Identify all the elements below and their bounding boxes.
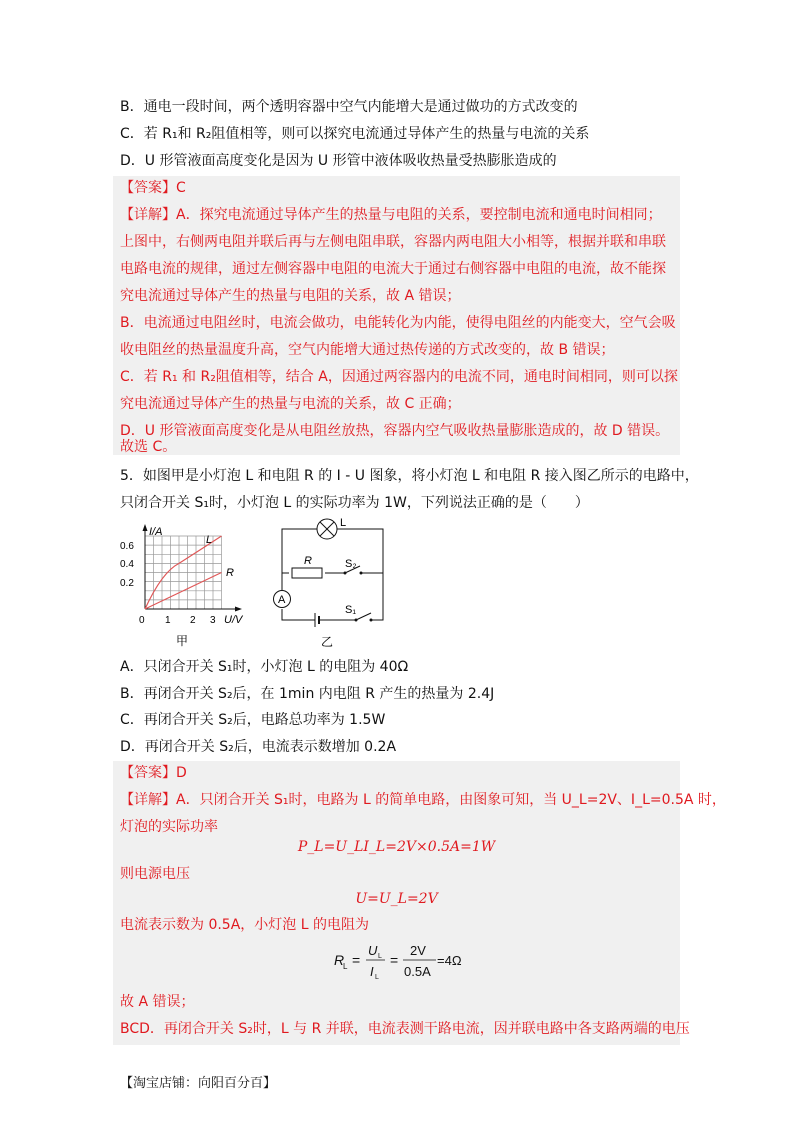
q4-explain-line: 究电流通过导体产生的热量与电流的关系，故 C 正确；	[120, 396, 461, 412]
line-r-label: R	[226, 567, 234, 579]
x-axis-arrow	[235, 607, 242, 612]
switch-s1-label: S₁	[345, 604, 357, 616]
figure-yi-caption: 乙	[321, 635, 334, 649]
q5-option-d: D．再闭合开关 S₂后，电流表示数增加 0.2A	[120, 739, 397, 755]
q5-stem-line2: 只闭合开关 S₁时，小灯泡 L 的实际功率为 1W，下列说法正确的是（ ）	[120, 495, 589, 511]
q4-explain-line: 故选 C。	[120, 439, 177, 455]
q5-explain-line: 【详解】A．只闭合开关 S₁时，电路为 L 的简单电路，由图象可知，当 U_L=2V、I_L=0.5A 时，	[120, 792, 726, 808]
q4-explain-line: C．若 R₁ 和 R₂阻值相等，结合 A，因通过两容器内的电流不同，通电时间相同，则可以探	[120, 369, 678, 385]
q4-explain-line: B．电流通过电阻丝时，电流会做功，电能转化为内能，使得电阻丝的内能变大，空气会吸	[120, 315, 676, 331]
q5-explain-line: 则电源电压	[120, 866, 190, 882]
eq-2v: 2V	[410, 943, 426, 958]
q4-answer: 【答案】C	[120, 180, 186, 196]
eq-result: =4Ω	[437, 953, 462, 968]
figure-jia-caption: 甲	[176, 634, 189, 648]
q4-explain-line: D．U 形管液面高度变化是从电阻丝放热，容器内空气吸收热量膨胀造成的，故 D 错误。	[120, 423, 670, 439]
eq-u: U	[368, 943, 378, 958]
eq-r-sub: L	[343, 962, 348, 971]
switch-s2-label: S₂	[345, 558, 357, 570]
curve-l-label: L	[206, 534, 213, 546]
q5-option-c: C．再闭合开关 S₂后，电路总功率为 1.5W	[120, 712, 386, 728]
eq-i: I	[370, 964, 374, 979]
footer-shop-label: 【淘宝店铺：向阳百分百】	[120, 1076, 277, 1091]
resistor-symbol	[292, 568, 322, 578]
switch-s2-contact	[360, 572, 363, 575]
q4-option-b: B．通电一段时间，两个透明容器中空气内能增大是通过做功的方式改变的	[120, 99, 578, 115]
q4-option-d: D．U 形管液面高度变化是因为 U 形管中液体吸收热量受热膨胀造成的	[120, 153, 557, 169]
eq-05a: 0.5A	[404, 964, 431, 979]
y-axis-label: I/A	[149, 526, 163, 538]
y-axis-arrow	[143, 524, 148, 531]
q5-explain-line: BCD．再闭合开关 S₂时，L 与 R 并联，电流表测干路电流，因并联电路中各支路两端的电压	[120, 1021, 690, 1037]
q5-explain-line: 故 A 错误；	[120, 994, 195, 1010]
y-tick-label: 0.2	[120, 578, 134, 589]
ammeter-label: A	[278, 594, 286, 606]
q4-explain-line: 究电流通过导体产生的热量与电阻的关系，故 A 错误；	[120, 288, 461, 304]
q5-equation-voltage: U=U_L=2V	[355, 891, 438, 907]
x-tick-label: 0	[139, 615, 145, 626]
q5-equation-resistance	[330, 938, 470, 984]
lamp-label: L	[340, 517, 347, 529]
q4-explain-line: 收电阻丝的热量温度升高，空气内能增大通过热传递的方式改变的，故 B 错误；	[120, 342, 615, 358]
q4-explain-line: 电路电流的规律，通过左侧容器中电阻的电流大于通过右侧容器中电阻的电流，故不能探	[120, 261, 666, 277]
q5-option-a: A．只闭合开关 S₁时，小灯泡 L 的电阻为 40Ω	[120, 659, 409, 675]
switch-s1-contact	[355, 619, 358, 622]
y-tick-label: 0.6	[120, 541, 134, 552]
x-tick-label: 3	[210, 615, 216, 626]
resistor-label: R	[304, 555, 312, 567]
eq-equals: =	[390, 952, 399, 968]
x-tick-label: 1	[165, 615, 171, 626]
q5-explain-line: 电流表示数为 0.5A，小灯泡 L 的电阻为	[120, 917, 369, 933]
y-tick-label: 0.4	[120, 559, 134, 570]
figure-yi-circuit	[265, 512, 410, 654]
q5-equation-power: P_L=U_LI_L=2V×0.5A=1W	[297, 839, 496, 855]
switch-s2-contact	[344, 572, 347, 575]
q4-explain-line: 【详解】A．探究电流通过导体产生的热量与电阻的关系，要控制电流和通电时间相同；	[120, 207, 662, 223]
q5-answer: 【答案】D	[120, 765, 187, 781]
switch-s1	[356, 613, 371, 620]
q5-option-b: B．再闭合开关 S₂后，在 1min 内电阻 R 产生的热量为 2.4J	[120, 686, 495, 702]
switch-s1-contact	[370, 619, 373, 622]
q4-explain-line: 上图中，右侧两电阻并联后再与左侧电阻串联，容器内两电阻大小相等，根据并联和串联	[120, 234, 666, 250]
eq-i-sub: L	[375, 974, 379, 981]
q5-stem-line1: 5．如图甲是小灯泡 L 和电阻 R 的 I - U 图象，将小灯泡 L 和电阻 R 接入图乙所示的电路中，	[120, 468, 699, 484]
x-axis-label: U/V	[224, 614, 243, 626]
graph-grid	[145, 536, 222, 609]
eq-u-sub: L	[378, 953, 382, 960]
q4-option-c: C．若 R₁和 R₂阻值相等，则可以探究电流通过导体产生的热量与电流的关系	[120, 126, 590, 142]
figure-jia-iu-graph	[118, 522, 258, 654]
q5-explain-line: 灯泡的实际功率	[120, 819, 218, 835]
eq-equals: =	[352, 952, 361, 968]
x-tick-label: 2	[190, 615, 196, 626]
eq-r: R	[334, 952, 345, 968]
